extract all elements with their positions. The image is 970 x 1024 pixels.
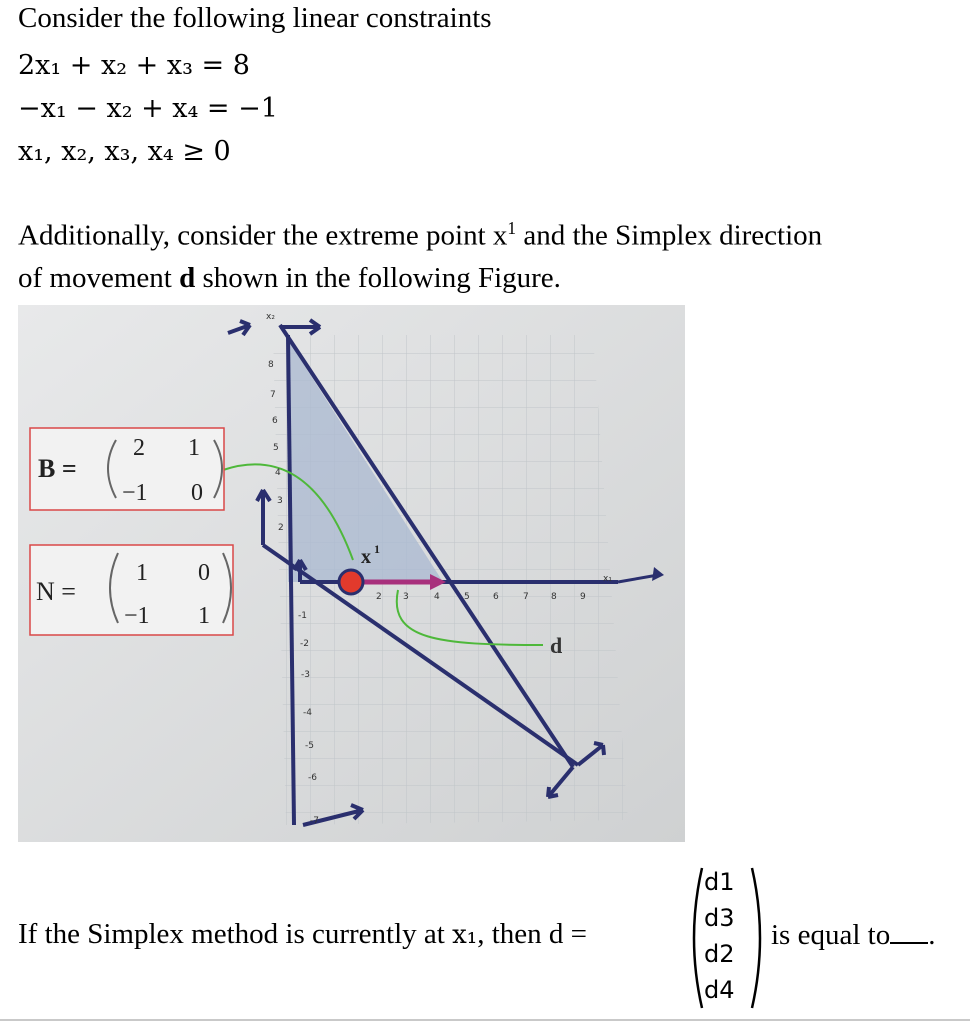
point-label: x	[361, 546, 371, 568]
N-label: N =	[36, 577, 76, 606]
vector-entry: d1	[704, 868, 735, 896]
constraint-nonnegativity: x₁, x₂, x₃, x₄ ≥ 0	[18, 136, 231, 167]
N-entry: −1	[124, 603, 150, 629]
simplex-figure	[18, 305, 685, 842]
constraint-2: −x₁ − x₂ + x₄ = −1	[18, 93, 278, 124]
question-variable: x₁	[452, 920, 478, 950]
x-tick: 6	[493, 592, 499, 602]
y-tick: 6	[272, 416, 278, 426]
question-text: If the Simplex method is currently at x₁, then d =	[18, 918, 587, 950]
direction-label: d	[550, 633, 563, 658]
B-label: B =	[38, 454, 77, 483]
B-entry: −1	[122, 480, 148, 506]
B-entry: 2	[133, 435, 145, 461]
bottom-divider	[0, 1019, 970, 1021]
N-entry: 0	[198, 560, 210, 586]
paragraph-line-1: Additionally, consider the extreme point $x^1$ and the Simplex direction	[18, 218, 823, 252]
y-tick: -2	[300, 639, 309, 649]
vector-entry: d4	[704, 976, 735, 1004]
y-tick: 3	[277, 496, 283, 506]
vector-entry: d3	[704, 904, 735, 932]
y-tick: 7	[270, 390, 276, 400]
y-tick: 4	[275, 468, 281, 478]
N-entry: 1	[198, 603, 210, 629]
y-tick: -3	[301, 670, 310, 680]
x-tick: 3	[403, 592, 409, 602]
x-tick: 9	[580, 592, 586, 602]
y-tick: 5	[273, 443, 279, 453]
x-tick: 8	[551, 592, 557, 602]
B-entry: 0	[191, 480, 203, 506]
point-label-sup: 1	[374, 542, 380, 556]
y-tick: -6	[308, 773, 317, 783]
paragraph-line-2: of movement d shown in the following Figure.	[18, 262, 561, 294]
constraint-1: 2x₁ + x₂ + x₃ = 8	[18, 50, 250, 81]
extreme-point-x1	[339, 570, 363, 594]
N-matrix-box	[30, 545, 233, 635]
figure-canvas	[18, 305, 685, 842]
intro-text: Consider the following linear constraints	[18, 2, 492, 34]
answer-prompt: is equal to .	[771, 919, 936, 951]
y-tick: -5	[305, 741, 314, 751]
direction-vector	[690, 864, 770, 1012]
B-matrix-box	[30, 428, 224, 510]
x1-axis-label: x₁	[603, 574, 612, 584]
vector-entry: d2	[704, 940, 735, 968]
x2-axis-label: x₂	[266, 312, 275, 322]
y-tick: 8	[268, 360, 274, 370]
x-tick: 7	[523, 592, 529, 602]
y-tick: -1	[298, 611, 307, 621]
y-tick: -7	[310, 816, 319, 826]
x-tick: 2	[376, 592, 382, 602]
x-tick: 5	[464, 592, 470, 602]
B-entry: 1	[188, 435, 200, 461]
y-tick: -4	[303, 708, 312, 718]
x-tick: 4	[434, 592, 440, 602]
y-tick: 2	[278, 523, 284, 533]
answer-blank[interactable]	[890, 918, 928, 944]
N-entry: 1	[136, 560, 148, 586]
